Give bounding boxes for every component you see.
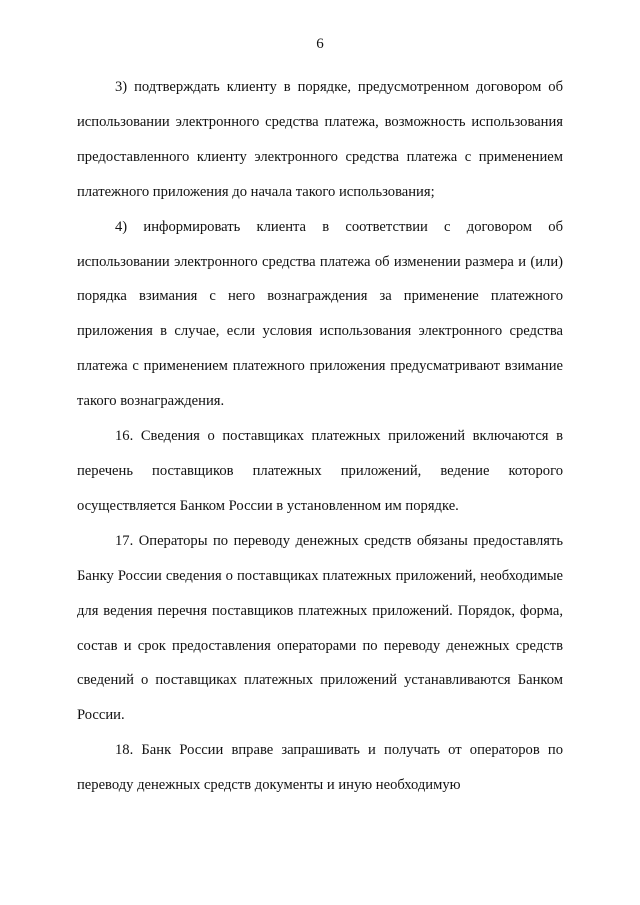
paragraph-item-3: 3) подтверждать клиенту в порядке, предусмотренном договором об использовании электронного средства платежа, возможность использования предоставленного клиенту электронного средства платежа с применением платежного приложения до начала такого использования; [77,79,563,200]
document-body [77,70,563,803]
paragraph-clause-17: 17. Операторы по переводу денежных средств обязаны предоставлять Банку России сведения о поставщиках платежных приложений, необходимые для ведения перечня поставщиков платежных приложений. Порядок, форма, состав и срок предоставления операторами по переводу денежных средств сведений о поставщиках платежных приложений устанавливаются Банком России. [77,532,563,724]
paragraph-clause-16: 16. Сведения о поставщиках платежных приложений включаются в перечень поставщиков платежных приложений, ведение которого осуществляется Банком России в установленном им порядке. [77,428,563,514]
paragraph-clause-18: 18. Банк России вправе запрашивать и получать от операторов по переводу денежных средств документы и иную необходимую [77,742,563,794]
page-number: 6 [316,36,324,52]
paragraph-item-4: 4) информировать клиента в соответствии с договором об использовании электронного средства платежа об изменении размера и (или) порядка взимания с него вознаграждения за применение платежного приложения в случае, если условия использования электронного средства платежа с применением платежного приложения предусматривают взимание такого вознаграждения. [77,218,563,410]
